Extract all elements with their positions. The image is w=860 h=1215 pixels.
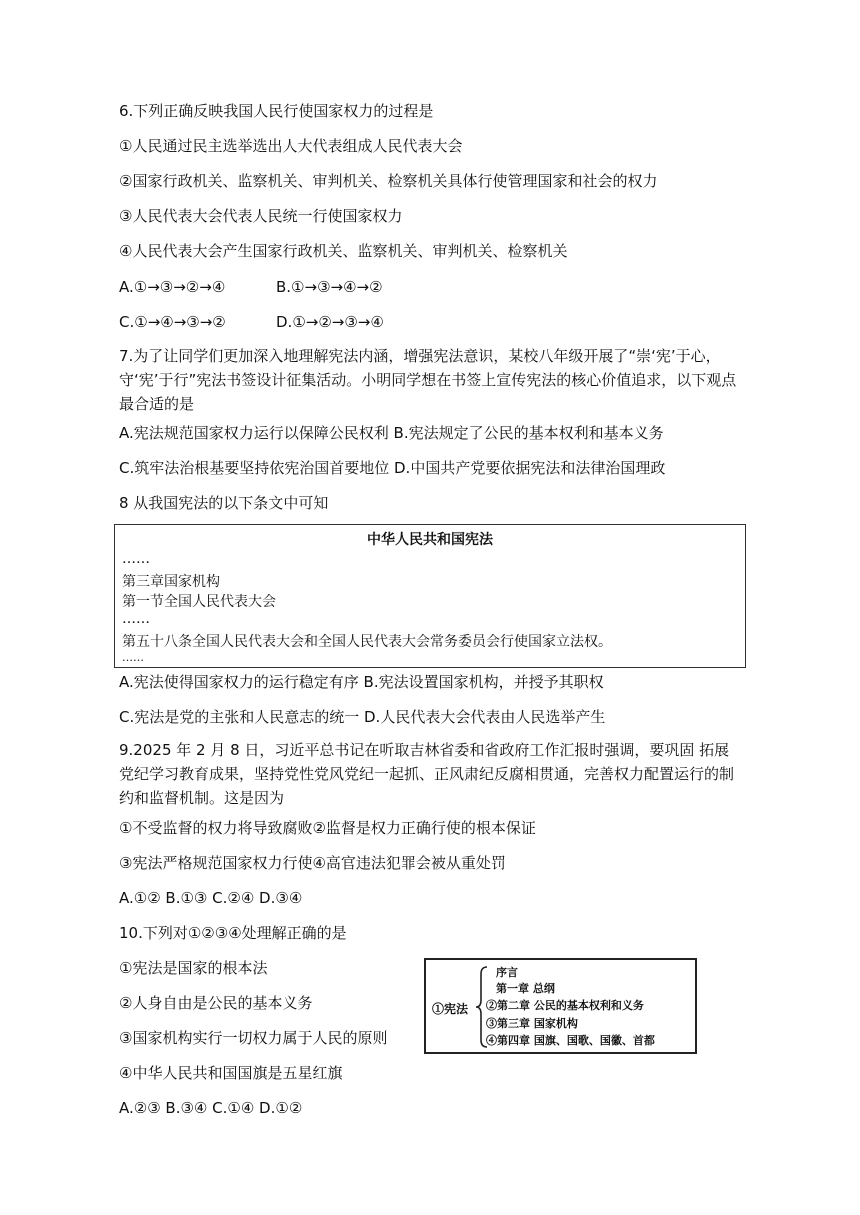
figure-row: ③第三章 国家机构	[486, 1017, 578, 1030]
q10-options: A.②③ B.③④ C.①④ D.①②	[119, 1099, 303, 1117]
q7-stem: 7.为了让同学们更加深入地理解宪法内涵，增强宪法意识，某校八年级开展了“崇‘宪’于心，守‘宪’于行”宪法书签设计征集活动。小明同学想在书签上宣传宪法的核心价值追求，以下观点最合适的是	[119, 347, 737, 413]
figure-root-label: ①宪法	[432, 1002, 469, 1016]
q6-stem: 6.下列正确反映我国人民行使国家权力的过程是	[119, 102, 434, 120]
q6-item-1: ①人民通过民主选举选出人大代表组成人民代表大会	[119, 137, 463, 155]
q7-options-cd: C.筑牢法治根基要坚持依宪治国首要地位 D.中国共产党要依据宪法和法律治国理政	[119, 459, 666, 477]
excerpt-line: ……	[122, 651, 144, 664]
q6-option-c: C.①→④→③→②	[119, 313, 226, 331]
q9-options: A.①② B.①③ C.②④ D.③④	[119, 889, 303, 907]
q9-item-1: ①不受监督的权力将导致腐败②监督是权力正确行使的根本保证	[119, 819, 536, 837]
q7-options-ab: A.宪法规范国家权力运行以保障公民权利 B.宪法规定了公民的基本权利和基本义务	[119, 424, 664, 442]
excerpt-line: 第一节全国人民代表大会	[122, 594, 276, 610]
q10-item-4: ④中华人民共和国国旗是五星红旗	[119, 1064, 343, 1082]
excerpt-line: 第三章国家机构	[122, 574, 220, 590]
excerpt-line: ……	[122, 611, 150, 627]
figure-row: 第一章 总纲	[496, 982, 555, 995]
figure-row: ②第二章 公民的基本权利和义务	[486, 999, 644, 1012]
figure-row: 序言	[496, 966, 518, 979]
q6-item-3: ③人民代表大会代表人民统一行使国家权力	[119, 207, 403, 225]
constitution-excerpt-box	[114, 524, 746, 668]
constitution-title: 中华人民共和国宪法	[367, 532, 493, 548]
constitution-structure-figure	[424, 958, 697, 1054]
q8-options-ab: A.宪法使得国家权力的运行稳定有序 B.宪法设置国家机构，并授予其职权	[119, 673, 604, 691]
q6-option-d: D.①→②→③→④	[276, 313, 384, 331]
q6-item-4: ④人民代表大会产生国家行政机关、监察机关、审判机关、检察机关	[119, 242, 568, 260]
excerpt-line: 第五十八条全国人民代表大会和全国人民代表大会常务委员会行使国家立法权。	[122, 634, 612, 650]
q10-item-2: ②人身自由是公民的基本义务	[119, 994, 313, 1012]
q8-options-cd: C.宪法是党的主张和人民意志的统一 D.人民代表大会代表由人民选举产生	[119, 708, 606, 726]
q10-item-1: ①宪法是国家的根本法	[119, 959, 268, 977]
q10-stem: 10.下列对①②③④处理解正确的是	[119, 924, 347, 942]
q6-option-b: B.①→③→④→②	[276, 278, 383, 296]
q10-item-3: ③国家机构实行一切权力属于人民的原则	[119, 1029, 388, 1047]
figure-row: ④第四章 国旗、国歌、国徽、首都	[486, 1034, 655, 1047]
q9-item-2: ③宪法严格规范国家权力行使④高官违法犯罪会被从重处罚	[119, 854, 506, 872]
q6-item-2: ②国家行政机关、监察机关、审判机关、检察机关具体行使管理国家和社会的权力	[119, 172, 658, 190]
q9-stem: 9.2025 年 2 月 8 日，习近平总书记在听取吉林省委和省政府工作汇报时强调，要巩固 拓展党纪学习教育成果，坚持党性党风党纪一起抓、正风肃纪反腐相贯通，完善权力配置运行的制约和监督机制。这是因为	[119, 741, 735, 807]
q6-option-a: A.①→③→②→④	[119, 278, 226, 296]
excerpt-line: ……	[122, 551, 150, 567]
q8-stem: 8 从我国宪法的以下条文中可知	[119, 494, 329, 512]
